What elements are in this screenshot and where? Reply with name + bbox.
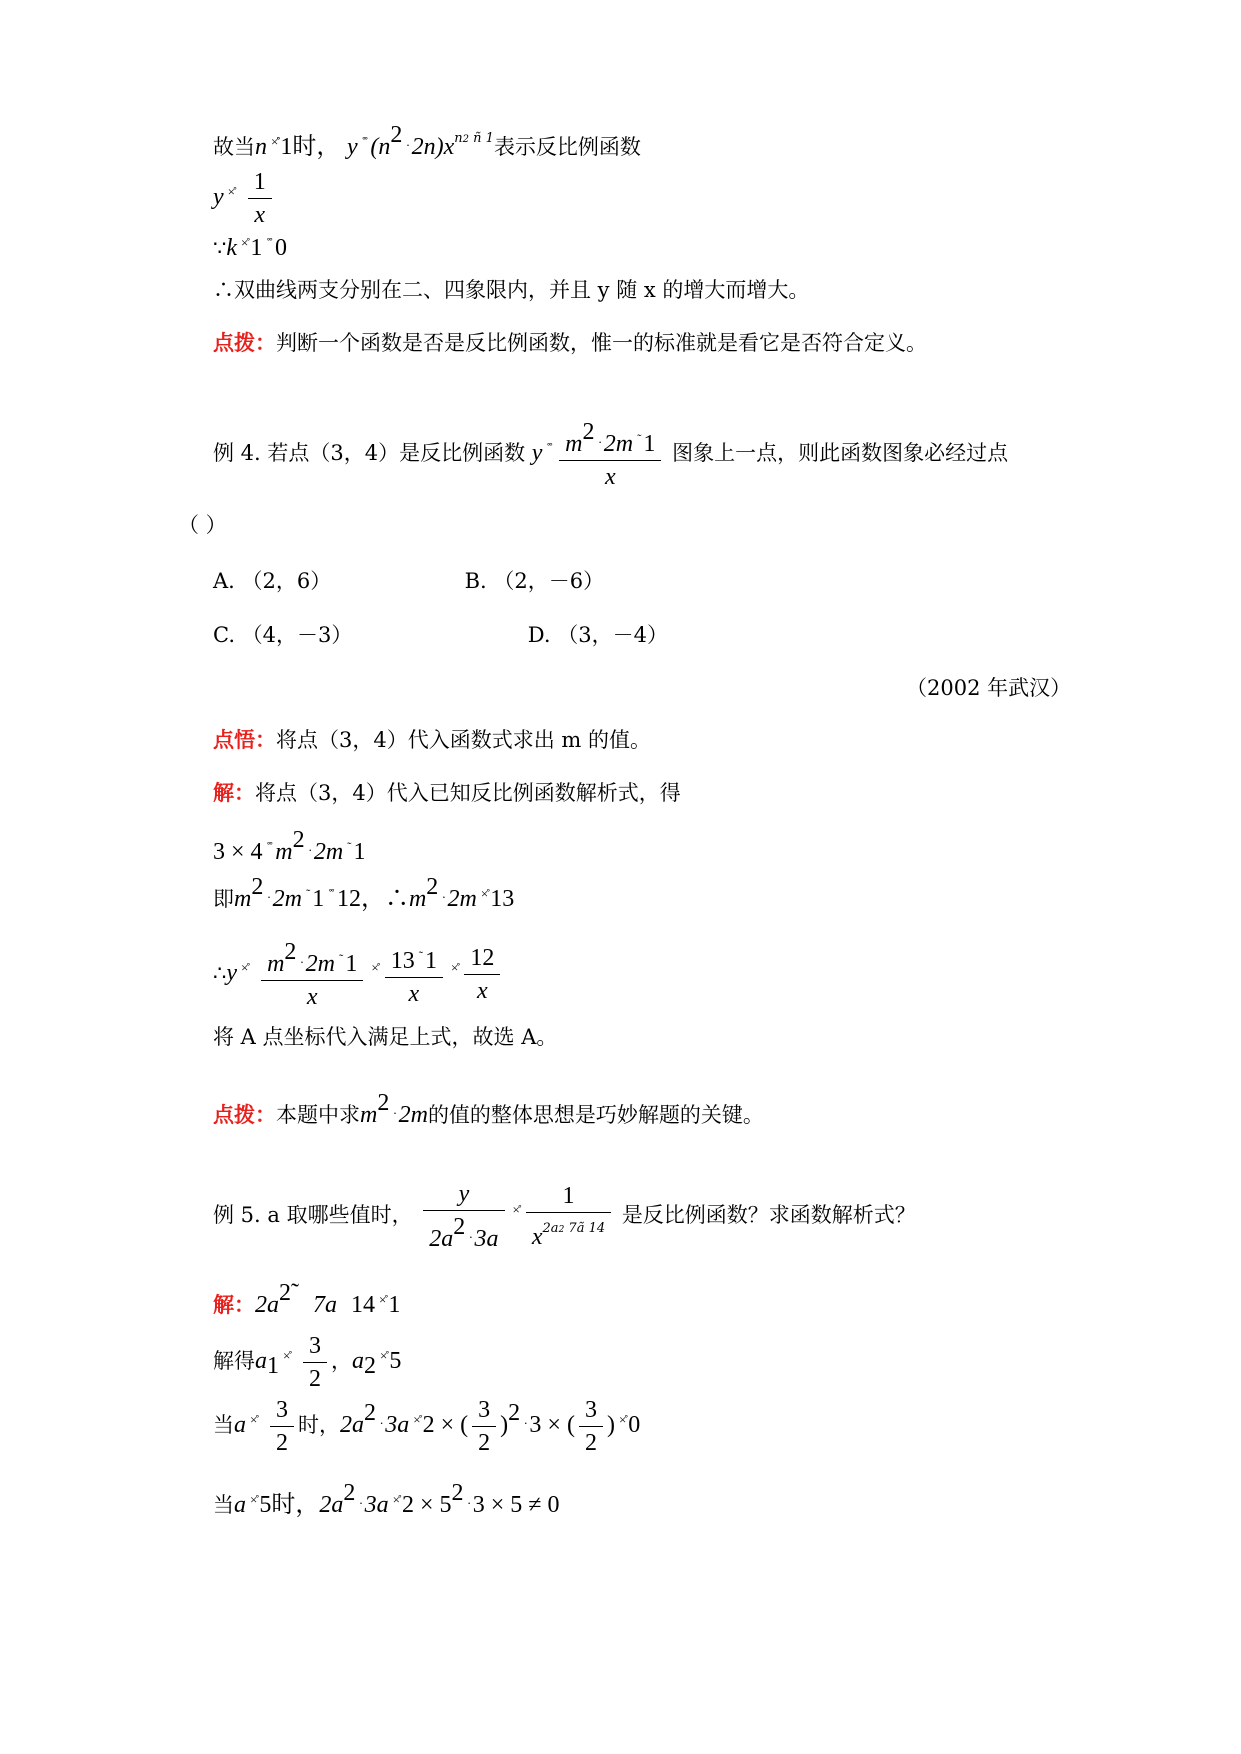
fraction: $\frac{m^2 ^. 2m ^˜ 1}{x}$	[261, 938, 363, 1011]
math-expr: (n	[370, 134, 391, 160]
garbled-glyph: ˚˚	[361, 134, 367, 149]
text: 故当	[213, 135, 255, 159]
line-reverse-condition: 故当n ×̊̊ 1时， y ˚˚ ($n^2$ . $2n)x^{n2 ñ 1}$表示反比例函数	[213, 122, 641, 160]
text: 图象上一点，则此函数图象必经过点	[672, 441, 1009, 465]
math-var: y	[213, 184, 224, 210]
solution-step-1: 3 × 4 ˚˚ $m^2$ . 2m ˜ 1	[213, 827, 366, 865]
options-row-2	[213, 620, 668, 650]
example-4-question: 例 4. 若点（3，4）是反比例函数 y ˚˚ $\frac{m^2 ^. 2m ^˜ 1}{x}$ 图象上一点，则此函数图象必经过点	[213, 419, 1009, 490]
hint-line	[213, 725, 651, 755]
fraction: $\frac{3}{2}$	[472, 1396, 496, 1457]
option-d: D. （3，－4）	[527, 623, 668, 647]
answer-parentheses: （ ）	[178, 513, 227, 537]
fraction: $\frac{m^2 ^. 2m ^˜ 1}{x}$	[559, 418, 661, 491]
fraction: $\frac{y}{2a^2 ^. 3a}$	[423, 1180, 504, 1253]
option-a: A. （2，6）	[213, 569, 332, 593]
fraction: $\frac{12}{x}$	[464, 944, 500, 1005]
hint-label: 点悟：	[213, 727, 276, 752]
line-y-equals: y ×̊ $\frac{1}{x}$	[213, 168, 276, 229]
math-var: y	[347, 134, 358, 160]
math-var: k	[226, 235, 238, 261]
fraction: $\frac{1}{x}$	[248, 168, 272, 229]
solution-step-2: 即$m^2$ . 2m ˜ 1 ˚˚ 12，$\therefore m^2$ . 2m ×̊ 13	[213, 874, 515, 912]
options-row-1	[213, 566, 604, 596]
text: 表示反比例函数	[493, 135, 641, 159]
text: 例 4. 若点（3，4）是反比例函数	[213, 441, 526, 465]
math-text: 1	[250, 235, 263, 261]
fraction: $\frac{1}{x^{2a2 7ã 14}}$	[526, 1182, 611, 1251]
ex5-step-2: 解得$a_1$ ×̊ $\frac{3}{2}$ ，$a_2$ ×̊ 5	[213, 1333, 402, 1392]
math-var: n	[255, 134, 267, 160]
hint-text: 将点（3，4）代入函数式求出 m 的值。	[276, 728, 651, 752]
math-var: y	[531, 440, 543, 466]
example-5-question: 例 5. a 取哪些值时， $\frac{y}{2a^2 ^. 3a}$ ×̊ $\frac{1}{x^{2a2 7ã 14}}$ 是反比例函数？求函数解析式？	[213, 1181, 916, 1252]
tip-line-1	[213, 328, 927, 358]
because-symbol: ∵	[213, 236, 227, 260]
fraction: $\frac{13 ^˜ 1}{x}$	[385, 942, 443, 1008]
solution-conclusion: 将 A 点坐标代入满足上式，故选 A。	[213, 1025, 558, 1049]
option-b: B. （2，－6）	[464, 569, 605, 593]
tip-text: 判断一个函数是否是反比例函数，惟一的标准就是看它是否符合定义。	[276, 331, 927, 355]
math-expr: 2n)x	[411, 134, 455, 160]
solution-intro	[213, 778, 681, 808]
math-text: 1时，	[280, 134, 341, 160]
solution-text: 将点（3，4）代入已知反比例函数解析式，得	[255, 781, 681, 805]
ex5-step-4: 当a ×̊ 5时，$2a^2$ . 3a ×̊ $2 \times 5^2$ . 3 × 5 ≠ 0	[213, 1480, 560, 1518]
solution-label: 解：	[213, 780, 255, 805]
solution-step-3: ∴y ×̊ $\frac{m^2 ^. 2m ^˜ 1}{x}$ ×̊ $\frac{13 ^˜ 1}{x}$ ×̊ $\frac{12}{x}$	[213, 938, 504, 1011]
option-c: C. （4，－3）	[213, 623, 353, 647]
source-note: （2002 年武汉）	[906, 676, 1072, 700]
tip-label: 点拨：	[213, 330, 276, 355]
ex5-step-1: 解：$2a^{2˜}$ 7a 14 ×̊ 1	[213, 1280, 401, 1318]
fraction: $\frac{3}{2}$	[303, 1332, 327, 1393]
fraction: $\frac{3}{2}$	[270, 1396, 294, 1457]
tip-line-2: 点拨：本题中求$m^2$ . 2m的值的整体思想是巧妙解题的关键。	[213, 1090, 764, 1128]
line-conclusion: ∴双曲线两支分别在二、四象限内，并且 y 随 x 的增大而增大。	[213, 278, 810, 302]
math-text: 0	[275, 235, 288, 261]
fraction: $\frac{3}{2}$	[579, 1396, 603, 1457]
garbled-glyph: ×̊̊	[271, 134, 277, 149]
line-k: ∵k ×̊ 1 ˚˚ 0	[213, 235, 288, 261]
ex5-step-3: 当a ×̊ $\frac{3}{2}$ 时，$2a^2$ . 3a ×̊ 2 × ( $\frac{3}{2}$ )$^2$ . 3 × ( $\frac{3}{2}$ ) ×̊ 0	[213, 1397, 641, 1456]
